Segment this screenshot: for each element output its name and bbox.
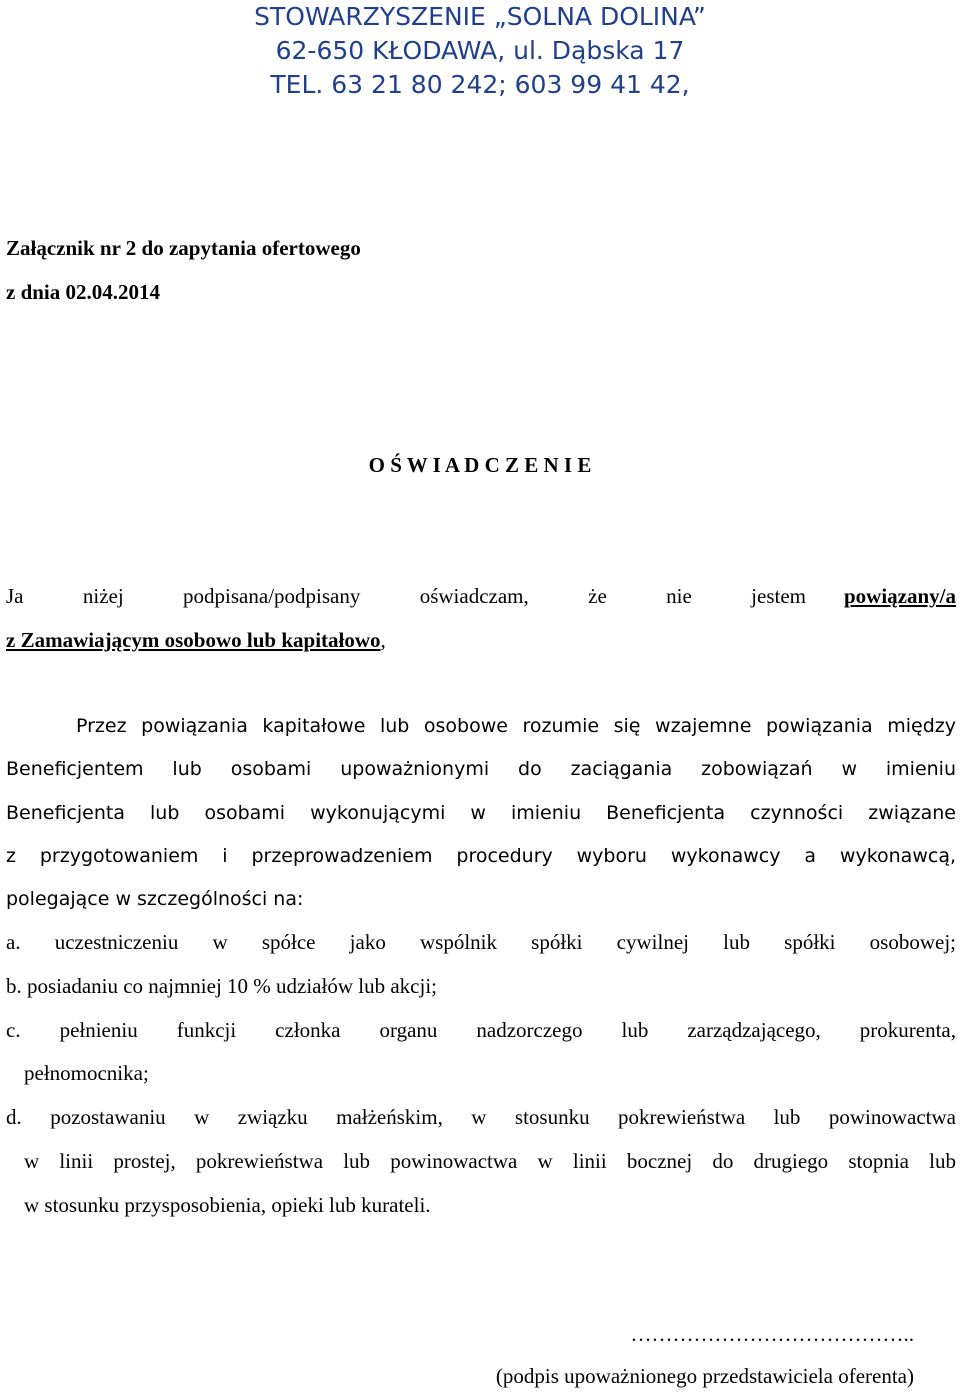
list-item-c-cont: pełnomocnika; [24, 1061, 149, 1085]
statement-comma: , [380, 628, 386, 652]
list-item-d-cont-2: w stosunku przysposobienia, opieki lub kurateli. [24, 1193, 431, 1217]
statement-text: Ja niżej podpisana/podpisany oświadczam, że nie jestem [6, 584, 806, 608]
signature-caption: (podpis upoważnionego przedstawiciela oferenta) [495, 1364, 914, 1388]
attachment-label: Załącznik nr 2 do zapytania ofertowego [6, 236, 361, 260]
definition-line-5: polegające w szczególności na: [6, 888, 304, 910]
letterhead-name: STOWARZYSZENIE „SOLNA DOLINA” [254, 2, 706, 31]
definition-line-4: z przygotowaniem i przeprowadzeniem procedury wyboru wykonawcy a wykonawcą, [6, 845, 956, 867]
statement-line-1 [6, 584, 956, 609]
signature-line: ………………………………….. [630, 1322, 914, 1346]
list-item-a: a. uczestniczeniu w spółce jako wspólnik spółki cywilnej lub spółki osobowej; [6, 930, 956, 954]
definition-line-1: Przez powiązania kapitałowe lub osobowe rozumie się wzajemne powiązania między [76, 715, 956, 737]
definition-line-3: Beneficjenta lub osobami wykonującymi w imieniu Beneficjenta czynności związane [6, 802, 956, 824]
statement-related: powiązany/a [843, 584, 956, 608]
list-item-c: c. pełnieniu funkcji członka organu nadzorczego lub zarządzającego, prokurenta, [6, 1018, 956, 1042]
statement-relation-type: z Zamawiającym osobowo lub kapitałowo [6, 628, 381, 652]
list-item-b: b. posiadaniu co najmniej 10 % udziałów lub akcji; [6, 974, 437, 998]
letterhead-phone: TEL. 63 21 80 242; 603 99 41 42, [270, 70, 690, 99]
statement-line-2 [6, 628, 956, 653]
letterhead-address: 62-650 KŁODAWA, ul. Dąbska 17 [275, 36, 685, 65]
attachment-date: z dnia 02.04.2014 [6, 280, 161, 304]
definition-line-2: Beneficjentem lub osobami upoważnionymi do zaciągania zobowiązań w imieniu [6, 758, 956, 780]
list-item-d: d. pozostawaniu w związku małżeńskim, w stosunku pokrewieństwa lub powinowactwa [6, 1105, 956, 1129]
document-title: O Ś W I A D C Z E N I E [368, 453, 592, 477]
list-item-d-cont-1: w linii prostej, pokrewieństwa lub powinowactwa w linii bocznej do drugiego stopnia lub [24, 1149, 956, 1173]
